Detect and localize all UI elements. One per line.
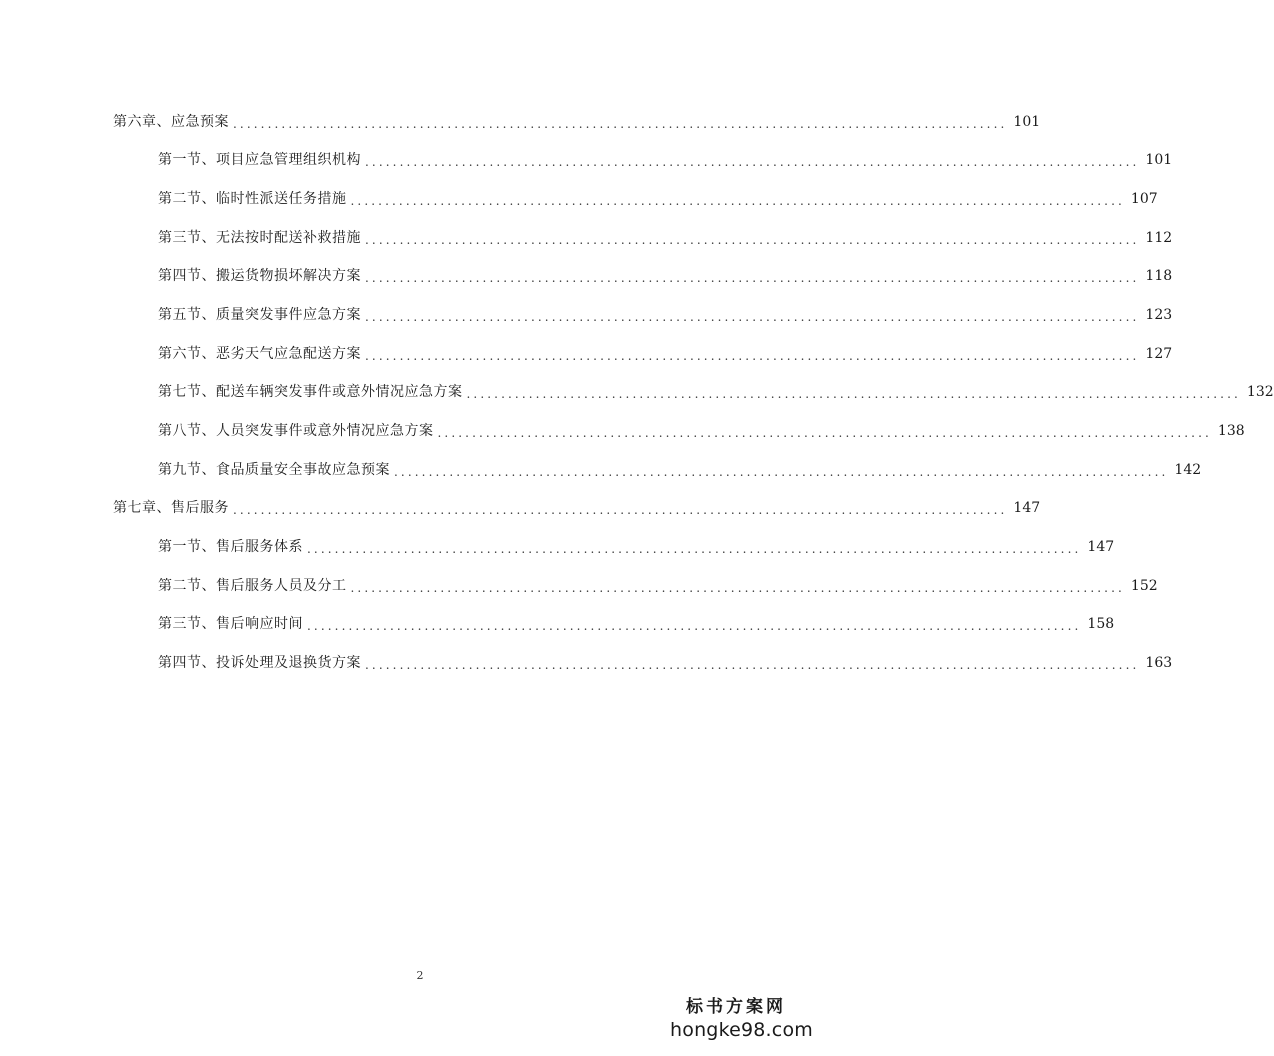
toc-entry-title: 第二节、临时性派送任务措施 bbox=[158, 191, 347, 207]
toc-entry-page: 147 bbox=[1087, 539, 1115, 555]
page-number: 2 bbox=[416, 969, 424, 982]
toc-entry-page: 142 bbox=[1174, 462, 1202, 478]
toc-entry-title: 第五节、质量突发事件应急方案 bbox=[158, 307, 361, 323]
toc-dot-leader: ................................................................................................................ bbox=[350, 581, 1125, 595]
toc-dot-leader: ................................................................................................................ bbox=[365, 271, 1140, 285]
toc-entry-title: 第一节、项目应急管理组织机构 bbox=[158, 152, 361, 168]
toc-entry-page: 107 bbox=[1130, 191, 1158, 207]
toc-dot-leader: ................................................................................................................ bbox=[394, 465, 1169, 479]
toc-entry-title: 第六节、恶劣天气应急配送方案 bbox=[158, 346, 361, 362]
toc-entry-page: 118 bbox=[1145, 268, 1173, 284]
toc-section-7-3[interactable] bbox=[158, 612, 1115, 636]
toc-section-7-2[interactable] bbox=[158, 574, 1158, 598]
toc-entry-page: 101 bbox=[1013, 114, 1041, 130]
toc-dot-leader: ................................................................................................................ bbox=[307, 619, 1082, 633]
toc-section-6-7[interactable] bbox=[158, 380, 1274, 404]
toc-entry-page: 112 bbox=[1145, 230, 1173, 246]
toc-section-6-5[interactable] bbox=[158, 303, 1173, 327]
toc-entry-page: 138 bbox=[1217, 423, 1245, 439]
toc-dot-leader: ................................................................................................................ bbox=[365, 155, 1140, 169]
toc-section-7-1[interactable] bbox=[158, 535, 1115, 559]
toc-entry-title: 第四节、投诉处理及退换货方案 bbox=[158, 655, 361, 671]
toc-section-6-9[interactable] bbox=[158, 458, 1202, 482]
toc-entry-title: 第三节、售后响应时间 bbox=[158, 616, 303, 632]
toc-entry-title: 第七章、售后服务 bbox=[113, 500, 229, 516]
toc-section-6-1[interactable] bbox=[158, 148, 1173, 172]
toc-entry-page: 123 bbox=[1145, 307, 1173, 323]
toc-section-6-6[interactable] bbox=[158, 342, 1173, 366]
toc-entry-title: 第八节、人员突发事件或意外情况应急方案 bbox=[158, 423, 434, 439]
toc-dot-leader: ................................................................................................................ bbox=[365, 233, 1140, 247]
toc-section-6-3[interactable] bbox=[158, 226, 1173, 250]
toc-entry-title: 第三节、无法按时配送补救措施 bbox=[158, 230, 361, 246]
toc-chapter-7[interactable] bbox=[113, 496, 1041, 520]
toc-entry-title: 第七节、配送车辆突发事件或意外情况应急方案 bbox=[158, 384, 463, 400]
toc-entry-page: 158 bbox=[1087, 616, 1115, 632]
toc-dot-leader: ................................................................................................................ bbox=[365, 310, 1140, 324]
toc-dot-leader: ................................................................................................................ bbox=[233, 503, 1008, 517]
toc-section-6-4[interactable] bbox=[158, 264, 1173, 288]
toc-entry-page: 101 bbox=[1145, 152, 1173, 168]
watermark-logo bbox=[670, 996, 813, 1042]
toc-entry-title: 第二节、售后服务人员及分工 bbox=[158, 578, 347, 594]
toc-section-6-8[interactable] bbox=[158, 419, 1245, 443]
toc-section-7-4[interactable] bbox=[158, 651, 1173, 675]
toc-entry-page: 127 bbox=[1145, 346, 1173, 362]
toc-entry-page: 132 bbox=[1246, 384, 1274, 400]
toc-chapter-6[interactable] bbox=[113, 110, 1041, 134]
toc-entry-page: 147 bbox=[1013, 500, 1041, 516]
toc-section-6-2[interactable] bbox=[158, 187, 1158, 211]
toc-entry-title: 第六章、应急预案 bbox=[113, 114, 229, 130]
toc-dot-leader: ................................................................................................................ bbox=[365, 349, 1140, 363]
watermark-url: hongke98.com bbox=[670, 1019, 813, 1041]
toc-entry-title: 第九节、食品质量安全事故应急预案 bbox=[158, 462, 390, 478]
toc-entry-title: 第四节、搬运货物损坏解决方案 bbox=[158, 268, 361, 284]
toc-entry-page: 163 bbox=[1145, 655, 1173, 671]
toc-dot-leader: ................................................................................................................ bbox=[307, 542, 1082, 556]
toc-entry-title: 第一节、售后服务体系 bbox=[158, 539, 303, 555]
watermark-name: 标书方案网 bbox=[686, 997, 786, 1017]
toc-dot-leader: ................................................................................................................ bbox=[466, 387, 1241, 401]
toc-dot-leader: ................................................................................................................ bbox=[233, 117, 1008, 131]
toc-dot-leader: ................................................................................................................ bbox=[350, 194, 1125, 208]
toc-dot-leader: ................................................................................................................ bbox=[365, 658, 1140, 672]
toc-dot-leader: ................................................................................................................ bbox=[437, 426, 1212, 440]
toc-entry-page: 152 bbox=[1130, 578, 1158, 594]
